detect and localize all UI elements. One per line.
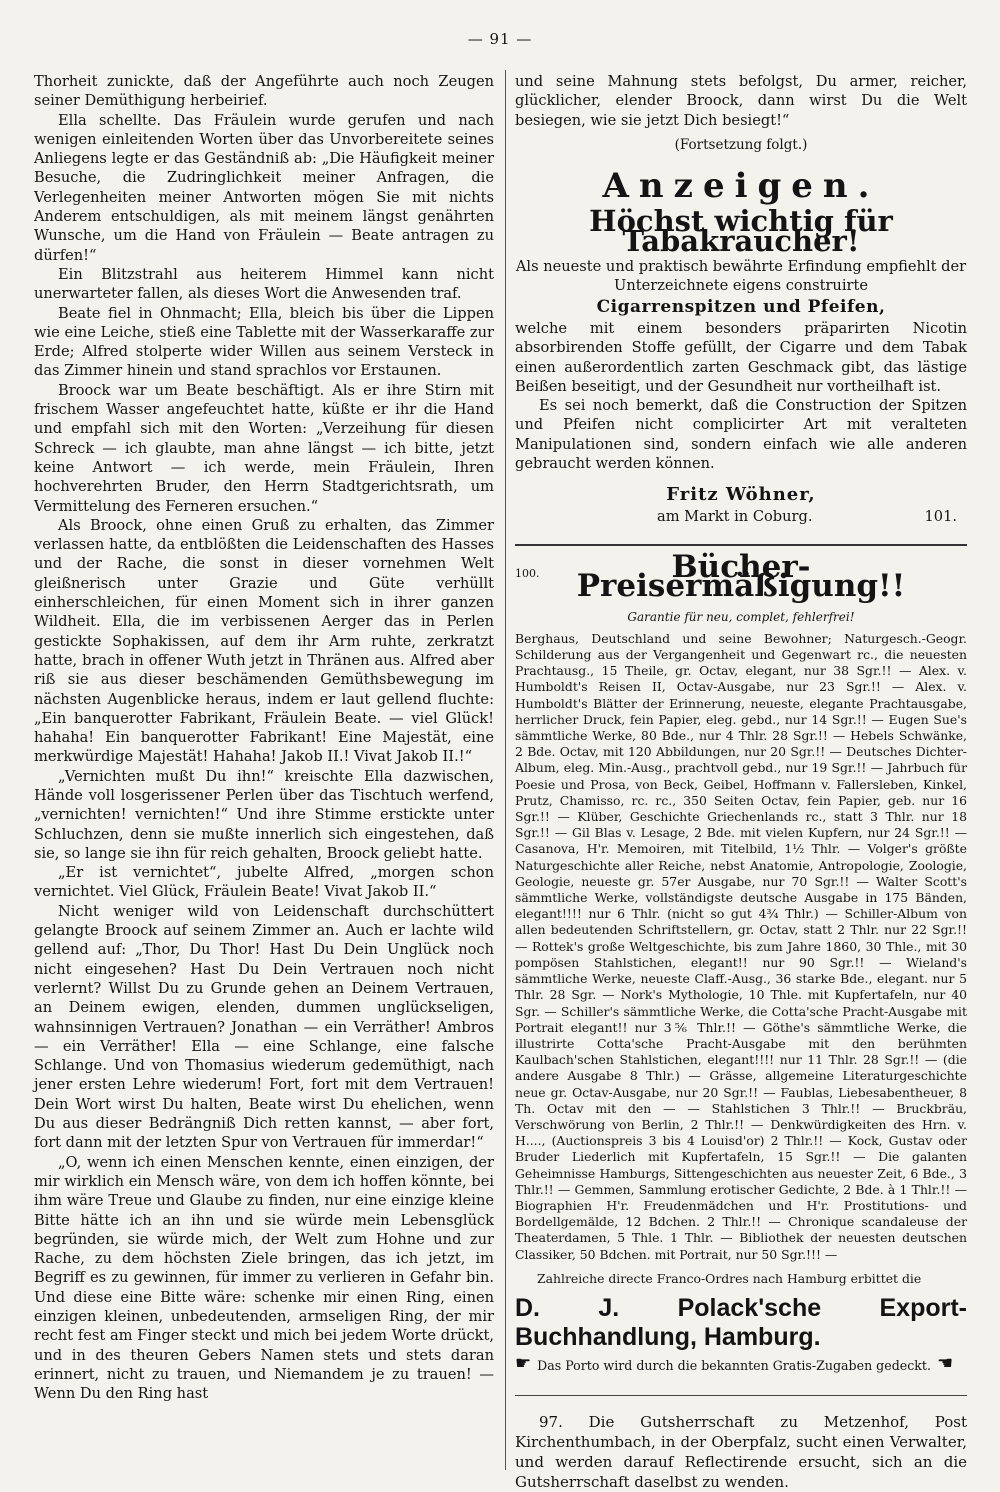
ad-number: 100.	[515, 566, 540, 580]
ad-books-guarantee: Garantie für neu, complet, fehlerfrei!	[627, 609, 855, 624]
ad-books-orders: Zahlreiche directe Franco-Ordres nach Hamburg erbittet die	[537, 1270, 922, 1286]
ad-tobacco	[515, 204, 967, 525]
story-paragraph: „Er ist vernichtet“, jubelte Alfred, „morgen schon vernichtet. Viel Glück, Fräulein Beate! Vivat Jakob II.“	[34, 864, 494, 901]
advertiser-address: am Markt in Coburg.	[657, 507, 813, 525]
right-column	[515, 72, 967, 1492]
ad-tobacco-intro: Als neueste und praktisch bewährte Erfindung empfiehlt der Unterzeichnete eigens construirte	[515, 258, 967, 295]
story-paragraph: Beate fiel in Ohnmacht; Ella, bleich bis über die Lippen wie eine Leiche, stieß eine Tablette mit der Wasserkaraffe zur Erde; Alfred stolperte wider Willen aus seinem Versteck in das Zimmer hinein und stand sprachlos vor Erstaunen.	[34, 304, 494, 380]
page-number: — 91 —	[467, 30, 533, 48]
story-paragraph: Broock war um Beate beschäftigt. Als er ihre Stirn mit frischem Wasser angefeuchtet hatte, küßte er ihr die Hand und empfahl sich mit den Worten: „Verzeihung für diesen Schreck — ich glaubte, man ahne längst — ich bitte, jetzt keine Antwort — ich werde, mein Fräulein, Ihren hochverehrten Bruder, den Herrn Stadtgerichtsrath, um Vermittelung des Ferneren ersuchen.“	[34, 381, 494, 515]
story-paragraph: Nicht weniger wild von Leidenschaft durchschüttert gelangte Broock auf seinem Zimmer an. Auch er lachte wild gellend auf: „Thor, Du Thor! Hast Du Dein Unglück noch nicht eingesehen? Hast Du Dein Vertrauen noch nicht verlernt? Willst Du zu Grunde gehen an Deinem Vertrauen, an Deinem ewigen, elenden, dummen unglückseligen, wahnsinnigen Vertrauen? Jonathan — ein Verräther! Ambros — ein Verräther! Ella — eine Schlange, eine falsche Schlange. Und von Thomasius wiederum gedemüthigt, nach jener ersten Lehre wiederum! Fort, fort mit dem Vertrauen! Dein Wort wirst Du halten, Beate wirst Du ehelichen, wenn Du aus dieser Bedrängniß Dich retten kannst, — aber fort, fort dann mit der letzten Spur von Vertrauen für immerdar!“	[34, 902, 494, 1152]
ad-tobacco-body: welche mit einem besonders präparirten Nicotin absorbirenden Stoffe gefüllt, der Cigarre und dem Tabak einen außerordentlich zarten Geschmack gibt, das lästige Beißen beseitigt, und der Gesundheit nur vortheilhaft ist.	[515, 319, 967, 395]
ad-tobacco-product: Cigarrenspitzen und Pfeifen,	[596, 296, 886, 317]
ad-tobacco-signature	[515, 485, 967, 526]
ad-separator	[515, 1395, 967, 1396]
story-paragraph: „Vernichten mußt Du ihn!“ kreischte Ella dazwischen, Hände voll losgerissener Perlen über das Tischtuch werfend, „vernichten! vernichten!“ Und ihre Stimme erstickte unter Schluchzen, denn sie mußte innerlich sich eingestehen, daß sie, so lange sie ihn für reich gehalten, Broock geliebt hatte.	[34, 767, 494, 862]
porto-text: Das Porto wird durch die bekannten Gratis-Zugaben gedeckt.	[537, 1358, 931, 1374]
porto-note	[515, 1353, 967, 1375]
ad-separator	[515, 544, 967, 546]
ad-estate: 97. Die Gutsherrschaft zu Metzenhof, Post Kirchenthumbach, in der Oberpfalz, sucht einen Verwalter, und werden darauf Reflectirende ersucht, sich an die Gutsherrschaft daselbst zu wenden.	[515, 1413, 967, 1492]
pointing-hand-icon: ☚	[936, 1353, 954, 1375]
story-paragraph: Ein Blitzstrahl aus heiterem Himmel kann nicht unerwarteter fallen, als dieses Wort die Anwesenden traf.	[34, 265, 494, 303]
ad-tobacco-headline: Höchst wichtig für Tabakraucher!	[589, 204, 893, 258]
ads-heading: Anzeigen.	[602, 166, 880, 207]
ad-books-title: Bücher-Preisermäßigung!!	[576, 548, 906, 605]
ad-books-list: Berghaus, Deutschland und seine Bewohner; Naturgesch.-Geogr. Schilderung aus der Vergangenheit und Gegenwart rc., die neuesten Prachtausg., 15 Theile, gr. Octav, elegant, nur 38 Sgr.!! — Alex. v. Humboldt's Reisen II, Octav-Ausgabe, nur 23 Sgr.!! — Alex. v. Humboldt's Blätter der Erinnerung, neueste, elegante Prachtausgabe, herrlicher Druck, fein Papier, eleg. gebd., nur 14 Sgr.!! — Eugen Sue's sämmtliche Werke, 80 Bde., nur 4 Thlr. 28 Sgr.!! — Hebels Schwänke, 2 Bde. Octav, mit 120 Abbildungen, nur 20 Sgr.!! — Deutsches Dichter-Album, eleg. Min.-Ausg., prachtvoll gebd., nur 19 Sgr.!! — Jahrbuch für Poesie und Prosa, von Beck, Geibel, Hoffmann v. Fallersleben, Kinkel, Prutz, Chamisso, rc. rc., 350 Seiten Octav, fein Papier, geb. nur 16 Sgr.!! — Klüber, Geschichte Griechenlands rc., statt 3 Thlr. nur 18 Sgr.!! — Gil Blas v. Lesage, 2 Bde. mit vielen Kupfern, nur 24 Sgr.!! — Casanova, H'r. Memoiren, mit Titelbild, 1½ Thlr. — Volger's größte Naturgeschichte aller Reiche, nebst Anatomie, Antropologie, Zoologie, Geologie, neueste gr. 57er Ausgabe, nur 70 Sgr.!! — Walter Scott's sämmtliche Werke, vollständigste deutsche Ausgabe in 175 Bänden, elegant!!!! nur 6 Thlr. (nicht so gut 4¾ Thlr.) — Schiller-Album von allen bedeutenden Schriftstellern, gr. Octav, statt 2 Thlr. nur 22 Sgr.!! — Rottek's große Weltgeschichte, bis zum Jahre 1860, 30 Thle., mit 30 pompösen Stahlstichen, elegant!! nur 90 Sgr.!! — Wieland's sämmtliche Werke, neueste Claff.-Ausg., 36 starke Bde., elegant. nur 5 Thlr. 28 Sgr. — Nork's Mythologie, 10 Thle. mit Kupfertafeln, nur 40 Sgr. — Schiller's sämmtliche Werke, die Cotta'sche Pracht-Ausgabe mit Portrait elegant!! nur 3⅚ Thlr.!! — Göthe's sämmtliche Werke, die illustrirte Cotta'sche Pracht-Ausgabe mit den berühmten Kaulbach'schen Stahlstichen, elegant!!!! nur 11 Thlr. 28 Sgr.!! — (die andere Ausgabe 8 Thlr.) — Grässe, allgemeine Literaturgeschichte neue gr. Octav-Ausgabe, nur 20 Sgr.!! — Faublas, Liebesabentheuer, 8 Th. Octav mit den — — Stahlstichen 3 Thlr.!! — Bruckbräu, Verschwörung von Berlin, 2 Thlr.!! — Denkwürdigkeiten des Hrn. v. H...., (Auctionspreis 3 bis 4 Louisd'or) 2 Thlr.!! — Kock, Gustav oder Bruder Liederlich mit Kupfertafeln, 15 Sgr.!! — Die galanten Geheimnisse Hamburgs, Sittengeschichten aus neuester Zeit, 6 Bde., 3 Thlr.!! — Gemmen, Sammlung erotischer Gedichte, 2 Bde. à 1 Thlr.!! — Biographien H'r. Freudenmädchen und H'r. Prostitutions- und Bordellgemälde, 12 Bdchen. 2 Thlr.!! — Chronique scandaleuse der Theaterdamen, 5 Thle. 1 Thlr. — Bibliothek der neuesten deutschen Classiker, 50 Bdchen. mit Portrait, nur 50 Sgr.!!! —	[515, 630, 967, 1262]
publisher-name: D. J. Polack'sche Export-Buchhandlung, Hamburg.	[515, 1294, 967, 1352]
story-paragraph: „O, wenn ich einen Menschen kennte, einen einzigen, der mir wirklich ein Mensch wäre, von dem ich hoffen könnte, bei ihm wäre Treue und Glaube zu finden, nur eine einzige kleine Bitte hätte ich an ihn und sie würde mein Lebensglück begründen, sie würde mich, der Welt zum Hohne und zur Rache, zu dem höchsten Ziele bringen, das ich jetzt, im Begriff es zu gewinnen, für immer zu verlieren in Gefahr bin. Und diese eine Bitte wäre: schenke mir einen Ring, einen einzigen kleinen, unbedeutenden, armseligen Ring, der mir recht fest am Finger steckt und mich bei jedem Worte drückt, und in des theuren Gebers Namen stets und stets daran erinnert, nicht zu trauen, und Niemandem je zu trauen! — Wenn Du den Ring hast	[34, 1153, 494, 1403]
story-paragraph: Thorheit zunickte, daß der Angeführte auch noch Zeugen seiner Demüthigung herbeirief.	[34, 73, 494, 110]
to-be-continued: (Fortsetzung folgt.)	[674, 136, 808, 153]
story-continuation: und seine Mahnung stets befolgst, Du armer, reicher, glücklicher, elender Broock, dann wirst Du die Welt besiegen, wie sie jetzt Dich besiegt!“	[515, 73, 967, 129]
pointing-hand-icon: ☛	[515, 1353, 532, 1375]
ad-number: 101.	[924, 507, 957, 525]
advertiser-name: Fritz Wöhner,	[666, 484, 816, 506]
story-paragraph: Als Broock, ohne einen Gruß zu erhalten, das Zimmer verlassen hatte, da entblößten die Leidenschaften des Hasses und der Rache, die sonst in dieser vornehmen Welt gleißnerisch unter Grazie und Güte verhüllt einherschleichen, für einen Moment sich in ihrer ganzen Wildheit. Ella, die im verbissenen Aerger das in Perlen gestickte Sophakissen, auf dem ihr Arm ruhte, zerkratzt hatte, brach in offener Wuth jetzt in Thränen aus. Alfred aber riß sie aus dieser beschämenden Gemüthsbewegung im nächsten Augenblicke heraus, indem er laut gellend fluchte: „Ein banquerotter Fabrikant, Fräulein Beate. — viel Glück! hahaha! Ein banquerotter Fabrikant! Eine Majestät, eine merkwürdige Majestät! Hahaha! Jakob II.! Vivat Jakob II.!“	[34, 516, 494, 766]
ad-tobacco-note: Es sei noch bemerkt, daß die Construction der Spitzen und Pfeifen nicht complicirter Art mit veralteten Manipulationen sind, sondern einfach wie alle anderen gebraucht werden können.	[515, 397, 967, 473]
column-divider	[505, 70, 506, 1470]
ad-books	[515, 548, 967, 1375]
story-paragraph: Ella schellte. Das Fräulein wurde gerufen und nach wenigen einleitenden Worten über das Unvorbereitete seines Anliegens legte er das Geständniß ab: „Die Häufigkeit meiner Besuche, die Zudringlichkeit meiner Anfragen, die Verlegenheiten meiner Antworten mögen Sie mit nichts Anderem entschuldigen, als mit meinem längst genährten Wunsche, um die Hand von Fräulein — Beate antragen zu dürfen!“	[34, 111, 494, 264]
left-column	[34, 72, 494, 1403]
